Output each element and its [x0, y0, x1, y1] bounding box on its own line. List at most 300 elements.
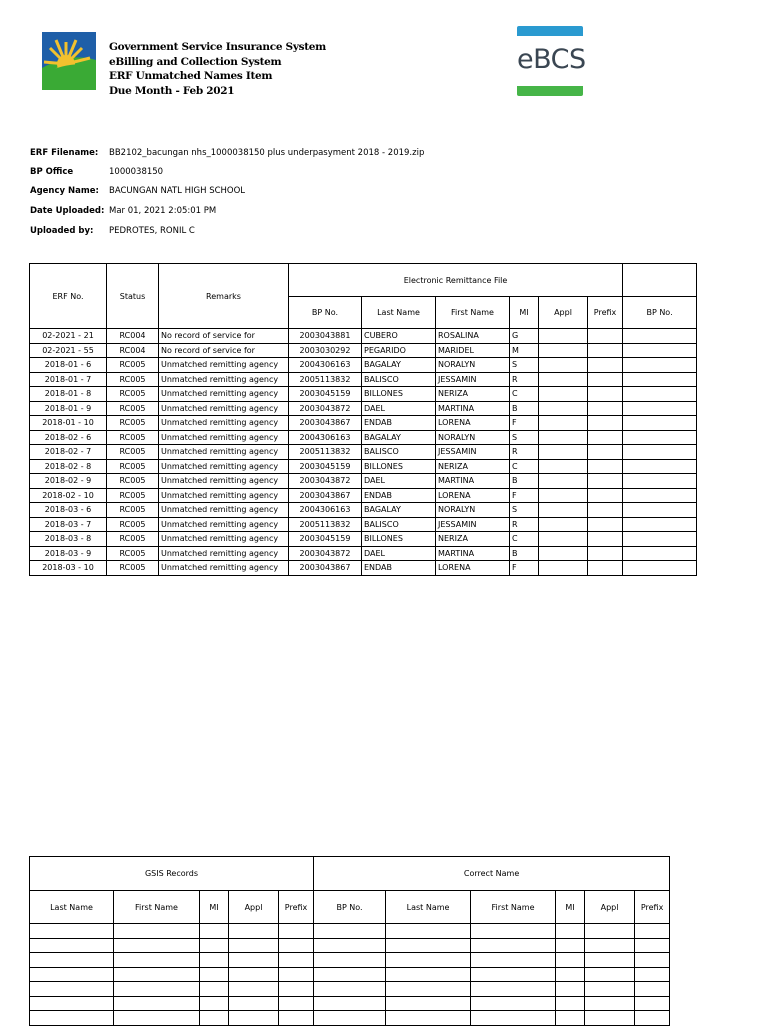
cell-mi: G — [510, 329, 539, 344]
empty-cell — [386, 1011, 471, 1026]
ebcs-logo-text: eBCS — [517, 44, 586, 75]
ebcs-logo-bottom-bar — [517, 86, 583, 96]
table-row — [30, 329, 697, 344]
gsis-logo — [40, 30, 98, 92]
cell-status: RC005 — [107, 503, 159, 518]
cell-prefix — [588, 416, 623, 431]
table-row — [30, 430, 697, 445]
empty-cell — [471, 1011, 556, 1026]
cell-erf-no: 02-2021 - 55 — [30, 343, 107, 358]
empty-cell — [635, 996, 670, 1011]
cell-bp-no: 2005113832 — [289, 445, 362, 460]
cell-remarks: No record of service for — [159, 343, 289, 358]
empty-cell — [314, 938, 386, 953]
cell-last-name: CUBERO — [362, 329, 436, 344]
cell-erf-no: 2018-01 - 7 — [30, 372, 107, 387]
empty-cell — [471, 996, 556, 1011]
empty-cell — [386, 953, 471, 968]
cell-prefix — [588, 372, 623, 387]
cell-prefix — [588, 459, 623, 474]
cell-bp-no-2 — [623, 445, 697, 460]
cell-bp-no-2 — [623, 488, 697, 503]
table-row — [30, 996, 670, 1011]
empty-cell — [30, 924, 114, 939]
empty-cell — [279, 924, 314, 939]
info-label: Agency Name: — [30, 186, 99, 196]
cell-last-name: BILLONES — [362, 459, 436, 474]
cell-status: RC005 — [107, 561, 159, 576]
empty-cell — [635, 982, 670, 997]
cell-first-name: ROSALINA — [436, 329, 510, 344]
cell-mi: F — [510, 488, 539, 503]
cell-prefix — [588, 329, 623, 344]
info-value: PEDROTES, RONIL C — [109, 226, 195, 236]
cell-first-name: NORALYN — [436, 430, 510, 445]
cell-remarks: Unmatched remitting agency — [159, 474, 289, 489]
cell-prefix — [588, 546, 623, 561]
unmatched-names-table — [29, 263, 697, 576]
col-header-prefix: Prefix — [279, 891, 314, 924]
empty-cell — [30, 938, 114, 953]
cell-bp-no-2 — [623, 358, 697, 373]
empty-cell — [229, 996, 279, 1011]
cell-status: RC005 — [107, 445, 159, 460]
cell-bp-no-2 — [623, 387, 697, 402]
cell-first-name: MARTINA — [436, 546, 510, 561]
cell-status: RC005 — [107, 358, 159, 373]
empty-cell — [585, 967, 635, 982]
cell-appl — [539, 474, 588, 489]
empty-cell — [229, 938, 279, 953]
empty-cell — [314, 996, 386, 1011]
cell-bp-no: 2004306163 — [289, 358, 362, 373]
empty-cell — [471, 938, 556, 953]
cell-bp-no: 2003043872 — [289, 546, 362, 561]
cell-erf-no: 2018-01 - 6 — [30, 358, 107, 373]
table-row — [30, 474, 697, 489]
table-row — [30, 459, 697, 474]
cell-prefix — [588, 561, 623, 576]
col-header-electronic-remittance-file: Electronic Remittance File — [289, 264, 623, 297]
info-value: BACUNGAN NATL HIGH SCHOOL — [109, 186, 246, 196]
cell-first-name: LORENA — [436, 416, 510, 431]
cell-appl — [539, 546, 588, 561]
table-row — [30, 445, 697, 460]
col-header-appl: Appl — [229, 891, 279, 924]
info-value: 1000038150 — [109, 167, 164, 177]
col-header-first-name-2: First Name — [471, 891, 556, 924]
empty-cell — [114, 938, 200, 953]
cell-prefix — [588, 474, 623, 489]
empty-cell — [279, 953, 314, 968]
correction-table — [29, 856, 670, 1026]
empty-cell — [229, 953, 279, 968]
empty-cell — [229, 982, 279, 997]
cell-bp-no-2 — [623, 503, 697, 518]
cell-prefix — [588, 503, 623, 518]
cell-mi: R — [510, 445, 539, 460]
cell-bp-no-2 — [623, 474, 697, 489]
empty-cell — [471, 967, 556, 982]
cell-bp-no-2 — [623, 546, 697, 561]
cell-last-name: DAEL — [362, 401, 436, 416]
cell-prefix — [588, 488, 623, 503]
cell-appl — [539, 488, 588, 503]
cell-last-name: BALISCO — [362, 372, 436, 387]
cell-status: RC005 — [107, 474, 159, 489]
cell-first-name: NERIZA — [436, 387, 510, 402]
empty-cell — [229, 924, 279, 939]
table-row — [30, 358, 697, 373]
cell-remarks: No record of service for — [159, 329, 289, 344]
cell-erf-no: 2018-02 - 7 — [30, 445, 107, 460]
empty-cell — [200, 1011, 229, 1026]
cell-appl — [539, 387, 588, 402]
col-header-first-name: First Name — [114, 891, 200, 924]
empty-cell — [200, 938, 229, 953]
info-label: Date Uploaded: — [30, 206, 105, 216]
cell-last-name: DAEL — [362, 546, 436, 561]
cell-last-name: BAGALAY — [362, 358, 436, 373]
cell-appl — [539, 430, 588, 445]
empty-cell — [30, 982, 114, 997]
header-line-2: eBilling and Collection System — [109, 55, 282, 68]
cell-status: RC005 — [107, 416, 159, 431]
cell-appl — [539, 329, 588, 344]
cell-appl — [539, 532, 588, 547]
cell-appl — [539, 401, 588, 416]
cell-bp-no-2 — [623, 459, 697, 474]
cell-remarks: Unmatched remitting agency — [159, 372, 289, 387]
cell-mi: B — [510, 401, 539, 416]
empty-cell — [585, 924, 635, 939]
cell-status: RC005 — [107, 546, 159, 561]
cell-prefix — [588, 445, 623, 460]
info-label: Uploaded by: — [30, 226, 94, 236]
cell-last-name: PEGARIDO — [362, 343, 436, 358]
empty-cell — [279, 967, 314, 982]
col-header-blank — [623, 264, 697, 297]
header-line-3: ERF Unmatched Names Item — [109, 70, 273, 82]
table-row — [30, 546, 697, 561]
col-header-last-name: Last Name — [30, 891, 114, 924]
empty-cell — [30, 1011, 114, 1026]
cell-erf-no: 2018-03 - 7 — [30, 517, 107, 532]
ebcs-logo-top-bar — [517, 26, 583, 36]
table-row — [30, 372, 697, 387]
col-header-appl: Appl — [539, 297, 588, 329]
cell-appl — [539, 358, 588, 373]
cell-appl — [539, 372, 588, 387]
cell-prefix — [588, 358, 623, 373]
empty-cell — [635, 967, 670, 982]
cell-first-name: NORALYN — [436, 358, 510, 373]
cell-mi: B — [510, 474, 539, 489]
table-row — [30, 503, 697, 518]
empty-cell — [386, 938, 471, 953]
cell-erf-no: 2018-02 - 10 — [30, 488, 107, 503]
cell-prefix — [588, 532, 623, 547]
cell-prefix — [588, 401, 623, 416]
empty-cell — [635, 1011, 670, 1026]
empty-cell — [279, 982, 314, 997]
table-row — [30, 416, 697, 431]
empty-cell — [585, 1011, 635, 1026]
empty-cell — [279, 938, 314, 953]
cell-bp-no: 2004306163 — [289, 430, 362, 445]
empty-cell — [314, 953, 386, 968]
ebcs-logo — [517, 26, 586, 96]
cell-appl — [539, 459, 588, 474]
empty-cell — [114, 996, 200, 1011]
empty-cell — [279, 1011, 314, 1026]
empty-cell — [386, 982, 471, 997]
cell-last-name: BILLONES — [362, 387, 436, 402]
table-row — [30, 387, 697, 402]
cell-remarks: Unmatched remitting agency — [159, 488, 289, 503]
cell-last-name: BALISCO — [362, 517, 436, 532]
empty-cell — [30, 996, 114, 1011]
empty-cell — [30, 967, 114, 982]
cell-first-name: MARIDEL — [436, 343, 510, 358]
report-header — [109, 40, 326, 98]
cell-bp-no-2 — [623, 401, 697, 416]
cell-last-name: BILLONES — [362, 532, 436, 547]
empty-cell — [556, 982, 585, 997]
cell-mi: S — [510, 503, 539, 518]
empty-cell — [556, 938, 585, 953]
empty-cell — [585, 953, 635, 968]
cell-last-name: ENDAB — [362, 561, 436, 576]
col-header-bp-no-2: BP No. — [623, 297, 697, 329]
cell-mi: C — [510, 459, 539, 474]
cell-erf-no: 2018-02 - 9 — [30, 474, 107, 489]
empty-cell — [471, 953, 556, 968]
empty-cell — [314, 924, 386, 939]
col-header-status: Status — [107, 264, 159, 329]
col-header-erf-no: ERF No. — [30, 264, 107, 329]
cell-first-name: JESSAMIN — [436, 517, 510, 532]
cell-prefix — [588, 387, 623, 402]
table-row — [30, 488, 697, 503]
cell-erf-no: 2018-01 - 10 — [30, 416, 107, 431]
cell-mi: S — [510, 358, 539, 373]
col-header-gsis-records: GSIS Records — [30, 857, 314, 891]
cell-bp-no-2 — [623, 416, 697, 431]
table-row — [30, 938, 670, 953]
cell-status: RC005 — [107, 459, 159, 474]
cell-mi: R — [510, 517, 539, 532]
empty-cell — [114, 967, 200, 982]
cell-bp-no: 2005113832 — [289, 517, 362, 532]
empty-cell — [556, 1011, 585, 1026]
cell-first-name: NERIZA — [436, 459, 510, 474]
empty-cell — [114, 953, 200, 968]
cell-erf-no: 2018-01 - 9 — [30, 401, 107, 416]
empty-cell — [30, 953, 114, 968]
cell-prefix — [588, 430, 623, 445]
cell-bp-no-2 — [623, 532, 697, 547]
cell-bp-no-2 — [623, 561, 697, 576]
cell-bp-no-2 — [623, 343, 697, 358]
header-line-4: Due Month - Feb 2021 — [109, 84, 235, 97]
cell-status: RC005 — [107, 372, 159, 387]
cell-first-name: MARTINA — [436, 474, 510, 489]
empty-cell — [635, 953, 670, 968]
table-row — [30, 401, 697, 416]
cell-bp-no: 2003043867 — [289, 488, 362, 503]
empty-cell — [585, 982, 635, 997]
empty-cell — [471, 982, 556, 997]
empty-cell — [200, 996, 229, 1011]
cell-status: RC005 — [107, 532, 159, 547]
table-row — [30, 982, 670, 997]
empty-cell — [635, 938, 670, 953]
cell-last-name: BAGALAY — [362, 430, 436, 445]
cell-status: RC005 — [107, 387, 159, 402]
cell-erf-no: 2018-03 - 8 — [30, 532, 107, 547]
cell-erf-no: 2018-03 - 10 — [30, 561, 107, 576]
cell-remarks: Unmatched remitting agency — [159, 546, 289, 561]
cell-remarks: Unmatched remitting agency — [159, 416, 289, 431]
col-header-first-name: First Name — [436, 297, 510, 329]
cell-bp-no-2 — [623, 430, 697, 445]
info-value: Mar 01, 2021 2:05:01 PM — [109, 206, 217, 216]
col-header-mi-2: MI — [556, 891, 585, 924]
cell-appl — [539, 561, 588, 576]
empty-cell — [585, 996, 635, 1011]
empty-cell — [556, 924, 585, 939]
cell-mi: B — [510, 546, 539, 561]
cell-bp-no-2 — [623, 372, 697, 387]
col-header-prefix: Prefix — [588, 297, 623, 329]
header-line-1: Government Service Insurance System — [109, 41, 326, 53]
empty-cell — [229, 1011, 279, 1026]
table-row — [30, 924, 670, 939]
col-header-mi: MI — [200, 891, 229, 924]
cell-appl — [539, 343, 588, 358]
table-row — [30, 343, 697, 358]
col-header-correct-name: Correct Name — [314, 857, 670, 891]
cell-first-name: NERIZA — [436, 532, 510, 547]
cell-remarks: Unmatched remitting agency — [159, 561, 289, 576]
cell-bp-no-2 — [623, 517, 697, 532]
cell-first-name: LORENA — [436, 561, 510, 576]
empty-cell — [229, 967, 279, 982]
cell-bp-no: 2004306163 — [289, 503, 362, 518]
cell-erf-no: 2018-03 - 9 — [30, 546, 107, 561]
cell-last-name: BALISCO — [362, 445, 436, 460]
cell-mi: R — [510, 372, 539, 387]
cell-appl — [539, 416, 588, 431]
empty-cell — [386, 924, 471, 939]
empty-cell — [114, 982, 200, 997]
empty-cell — [314, 982, 386, 997]
table-row — [30, 532, 697, 547]
cell-mi: F — [510, 561, 539, 576]
cell-first-name: MARTINA — [436, 401, 510, 416]
cell-remarks: Unmatched remitting agency — [159, 387, 289, 402]
cell-status: RC004 — [107, 329, 159, 344]
empty-cell — [114, 1011, 200, 1026]
cell-first-name: NORALYN — [436, 503, 510, 518]
col-header-bp-no: BP No. — [289, 297, 362, 329]
cell-last-name: DAEL — [362, 474, 436, 489]
col-header-last-name: Last Name — [362, 297, 436, 329]
cell-remarks: Unmatched remitting agency — [159, 503, 289, 518]
cell-bp-no: 2003045159 — [289, 459, 362, 474]
cell-last-name: ENDAB — [362, 488, 436, 503]
empty-cell — [556, 996, 585, 1011]
info-label: ERF Filename: — [30, 148, 99, 158]
cell-status: RC005 — [107, 430, 159, 445]
empty-cell — [635, 924, 670, 939]
empty-cell — [556, 967, 585, 982]
cell-bp-no-2 — [623, 329, 697, 344]
cell-remarks: Unmatched remitting agency — [159, 517, 289, 532]
empty-cell — [200, 982, 229, 997]
cell-mi: M — [510, 343, 539, 358]
empty-cell — [585, 938, 635, 953]
cell-remarks: Unmatched remitting agency — [159, 445, 289, 460]
empty-cell — [114, 924, 200, 939]
col-header-appl-2: Appl — [585, 891, 635, 924]
cell-first-name: LORENA — [436, 488, 510, 503]
cell-bp-no: 2003043872 — [289, 474, 362, 489]
cell-bp-no: 2003043867 — [289, 561, 362, 576]
cell-status: RC005 — [107, 517, 159, 532]
col-header-last-name-2: Last Name — [386, 891, 471, 924]
cell-prefix — [588, 343, 623, 358]
empty-cell — [200, 924, 229, 939]
table-row — [30, 561, 697, 576]
table-row — [30, 1011, 670, 1026]
empty-cell — [279, 996, 314, 1011]
cell-bp-no: 2003043867 — [289, 416, 362, 431]
empty-cell — [314, 967, 386, 982]
col-header-prefix-2: Prefix — [635, 891, 670, 924]
empty-cell — [386, 996, 471, 1011]
cell-erf-no: 2018-02 - 8 — [30, 459, 107, 474]
table-row — [30, 967, 670, 982]
cell-prefix — [588, 517, 623, 532]
cell-appl — [539, 503, 588, 518]
cell-remarks: Unmatched remitting agency — [159, 401, 289, 416]
cell-bp-no: 2003043872 — [289, 401, 362, 416]
empty-cell — [386, 967, 471, 982]
table-row — [30, 517, 697, 532]
cell-bp-no: 2005113832 — [289, 372, 362, 387]
cell-erf-no: 2018-03 - 6 — [30, 503, 107, 518]
empty-cell — [471, 924, 556, 939]
cell-mi: F — [510, 416, 539, 431]
cell-first-name: JESSAMIN — [436, 372, 510, 387]
cell-first-name: JESSAMIN — [436, 445, 510, 460]
info-value: BB2102_bacungan nhs_1000038150 plus underpasyment 2018 - 2019.zip — [109, 148, 425, 158]
cell-last-name: ENDAB — [362, 416, 436, 431]
cell-bp-no: 2003030292 — [289, 343, 362, 358]
cell-bp-no: 2003045159 — [289, 387, 362, 402]
cell-status: RC005 — [107, 401, 159, 416]
cell-mi: S — [510, 430, 539, 445]
empty-cell — [200, 967, 229, 982]
info-label: BP Office — [30, 167, 74, 177]
cell-bp-no: 2003045159 — [289, 532, 362, 547]
cell-erf-no: 02-2021 - 21 — [30, 329, 107, 344]
col-header-mi: MI — [510, 297, 539, 329]
cell-mi: C — [510, 532, 539, 547]
cell-erf-no: 2018-02 - 6 — [30, 430, 107, 445]
